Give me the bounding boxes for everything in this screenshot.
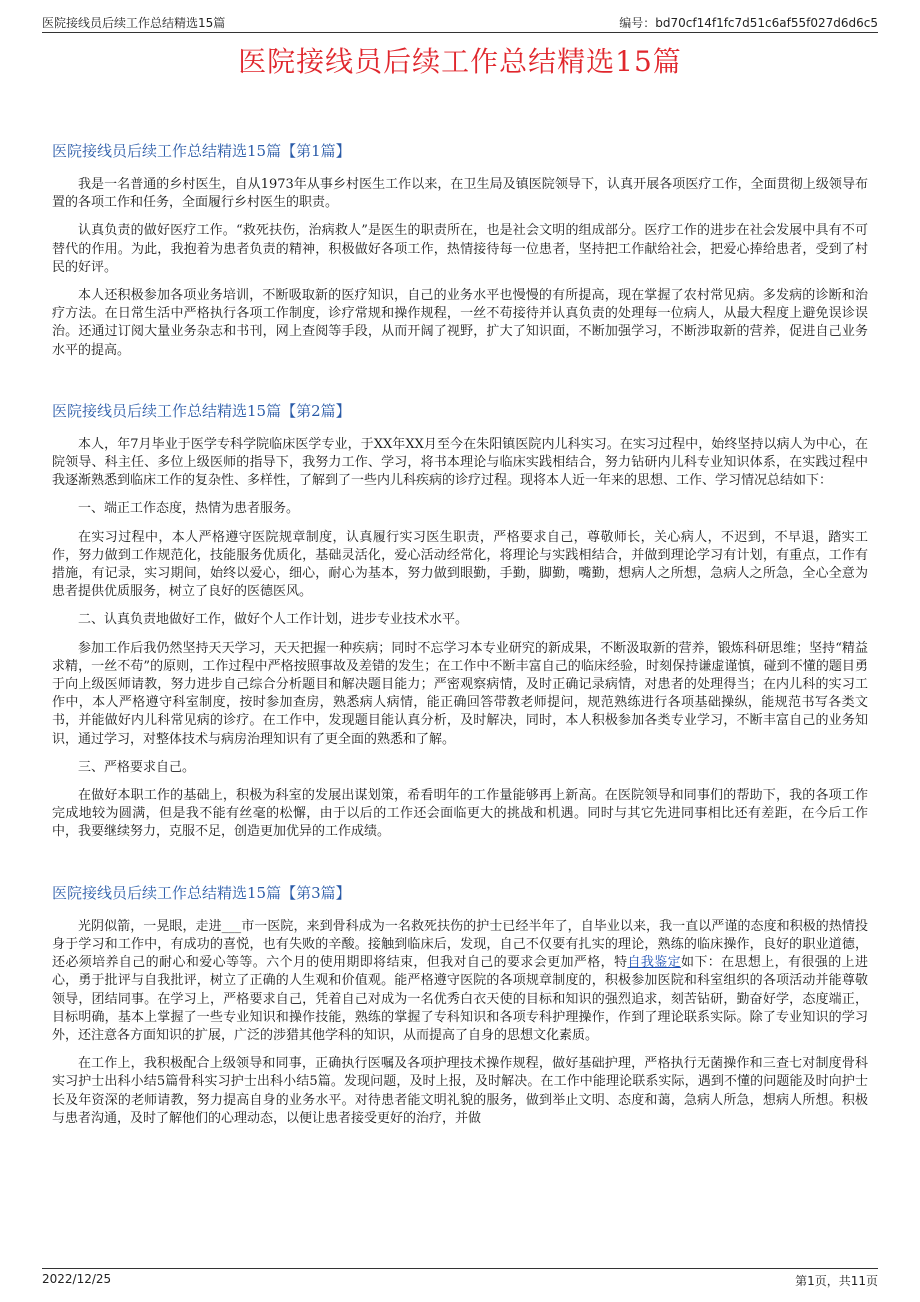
- footer-page-info: 第1页，共11页: [795, 1274, 878, 1288]
- paragraph-text: 如下：在思想上，有很强的上进心，勇于批评与自我批评，树立了正确的人生观和价值观。能严格遵守医院的各项规章制度的，积极参加医院和科室组织的各项活动并能尊敬领导，团结同事。在学习上，严格要求自己，凭着自己对成为一名优秀白衣天使的目标和知识的强烈追求，刻苦钻研，勤奋好学，态度端正，目标明确，基本上掌握了一些专业知识和操作技能，熟练的掌握了专科知识和各项专科护理操作，作到了理论联系实际。除了专业知识的学习外，还注意各方面知识的扩展，广泛的涉猎其他学科的知识，从而提高了自身的思想文化素质。: [52, 955, 868, 1043]
- paragraph: 我是一名普通的乡村医生，自从1973年从事乡村医生工作以来，在卫生局及镇医院领导下，认真开展各项医疗工作，全面贯彻上级领导布置的各项工作和任务，全面履行乡村医生的职责。: [52, 177, 868, 211]
- paragraph: 在实习过程中，本人严格遵守医院规章制度，认真履行实习医生职责，严格要求自己，尊敬师长，关心病人，不迟到，不早退，踏实工作，努力做到工作规范化，技能服务优质化，基础灵活化，爱心活动经常化，将理论与实践相结合，并做到理论学习有计划，有重点，工作有措施，有记录，实习期间，始终以爱心，细心，耐心为基本，努力做到眼勤，手勤，脚勤，嘴勤，想病人之所想，急病人之所急，全心全意为患者提供优质服务，树立了良好的医德医风。: [52, 529, 868, 600]
- header-serial: [619, 14, 878, 31]
- paragraph: 认真负责的做好医疗工作。“救死扶伤，治病救人”是医生的职责所在，也是社会文明的组成部分。医疗工作的进步在社会发展中具有不可替代的作用。为此，我抱着为患者负责的精神，积极做好各项工作，热情接待每一位患者，坚持把工作献给社会，把爱心捧给患者，受到了村民的好评。: [52, 223, 868, 275]
- paragraph: 参加工作后我仍然坚持天天学习，天天把握一种疾病；同时不忘学习本专业研究的新成果，不断汲取新的营养，锻炼科研思维；坚持“精益求精，一丝不苟”的原则，工作过程中严格按照事故及差错的发生；在工作中不断丰富自己的临床经验，时刻保持谦虚谨慎，碰到不懂的题目勇于向上级医师请教，努力进步自己综合分析题目和解决题目能力；严密观察病情，及时正确记录病情，对患者的处理得当；在内儿科的实习工作中，本人严格遵守科室制度，按时参加查房，熟悉病人病情，能正确回答带教老师提问，规范熟练进行各项基础操纵，能规范书写各类文书，并能做好内儿科常见病的诊疗。在工作中，发现题目能认真分析，及时解决，同时，本人积极参加各类专业学习，不断丰富自己的业务知识，通过学习，对整体技术与病房治理知识有了更全面的熟悉和了解。: [52, 640, 868, 747]
- subheading: 三、严格要求自己。: [78, 759, 196, 775]
- header-doc-name: 医院接线员后续工作总结精选15篇: [42, 16, 226, 30]
- section-2: [52, 400, 868, 842]
- section-heading: 医院接线员后续工作总结精选15篇【第2篇】: [52, 401, 351, 420]
- paragraph: 在做好本职工作的基础上，积极为科室的发展出谋划策，希看明年的工作量能够再上新高。在医院领导和同事们的帮助下，我的各项工作完成地较为圆满，但是我不能有丝毫的松懈，由于以后的工作还会面临更大的挑战和机遇。同时与其它先进同事相比还有差距，在今后工作中，我要继续努力，克服不足，创造更加优异的工作成绩。: [52, 788, 868, 840]
- paragraph-text: 光阴似箭，一晃眼，走进___市一医院，来到骨科成为一名救死扶伤的护士已经半年了，自毕业以来，我一直以严谨的态度和积极的热情投身于学习和工作中，有成功的喜悦，也有失败的辛酸。接触到临床后，发现，自己不仅要有扎实的理论，熟练的临床操作，良好的职业道德，还必须培养自己的耐心和爱心等等。六个月的使用期即将结束，但我对自己的要求会更加严格，特: [52, 918, 868, 971]
- self-evaluation-link[interactable]: 自我鉴定: [627, 955, 681, 971]
- footer-date: 2022/12/25: [42, 1272, 112, 1286]
- page-footer: [42, 1268, 878, 1289]
- section-heading: 医院接线员后续工作总结精选15篇【第1篇】: [52, 142, 351, 160]
- section-3: [52, 882, 868, 1128]
- paragraph: 在工作上，我积极配合上级领导和同事，正确执行医嘱及各项护理技术操作规程，做好基础护理，严格执行无菌操作和三查七对制度骨科实习护士出科小结5篇骨科实习护士出科小结5篇。发现问题，及时上报，及时解决。在工作中能理论联系实际，遇到不懂的问题能及时向护士长及年资深的老师请教，努力提高自身的业务水平。对待患者能文明礼貌的服务，做到举止文明、态度和蔼，急病人所急，想病人所想。积极与患者沟通，及时了解他们的心理动态，以便让患者接受更好的治疗，并做: [52, 1056, 868, 1126]
- serial-value: bd70cf14f1fc7d51c6af55f027d6d6c5: [655, 16, 878, 30]
- paragraph: 本人，年7月毕业于医学专科学院临床医学专业，于XX年XX月至今在朱阳镇医院内儿科实习。在实习过程中，始终坚持以病人为中心，在院领导、科主任、多位上级医师的指导下，我努力工作、学习，将书本理论与临床实践相结合，努力钻研内儿科专业知识体系，在实践过程中我逐渐熟悉到临床工作的复杂性、多样性，了解到了一些内儿科疾病的诊疗过程。现将本人近一年来的思想、工作、学习情况总结如下：: [52, 436, 868, 489]
- page-header: [42, 12, 878, 33]
- section-heading: 医院接线员后续工作总结精选15篇【第3篇】: [52, 883, 351, 902]
- subheading: 二、认真负责地做好工作，做好个人工作计划，进步专业技术水平。: [78, 612, 469, 628]
- section-1: [52, 140, 868, 360]
- paragraph: 本人还积极参加各项业务培训，不断吸取新的医疗知识，自己的业务水平也慢慢的有所提高，现在掌握了农村常见病。多发病的诊断和治疗方法。在日常生活中严格执行各项工作制度，诊疗常规和操作规程，一丝不苟接待并认真负责的处理每一位病人，从最大程度上避免误诊误治。还通过订阅大量业务杂志和书刊，网上查阅等手段，从而开阔了视野，扩大了知识面，不断加强学习，不断涉取新的营养，促进自己业务水平的提高。: [52, 288, 868, 358]
- serial-label: 编号：: [619, 16, 656, 30]
- paragraph: [52, 918, 868, 1045]
- document-title: 医院接线员后续工作总结精选15篇: [238, 45, 682, 78]
- document-body: [52, 140, 868, 1138]
- subheading: 一、端正工作态度，热情为患者服务。: [78, 501, 300, 517]
